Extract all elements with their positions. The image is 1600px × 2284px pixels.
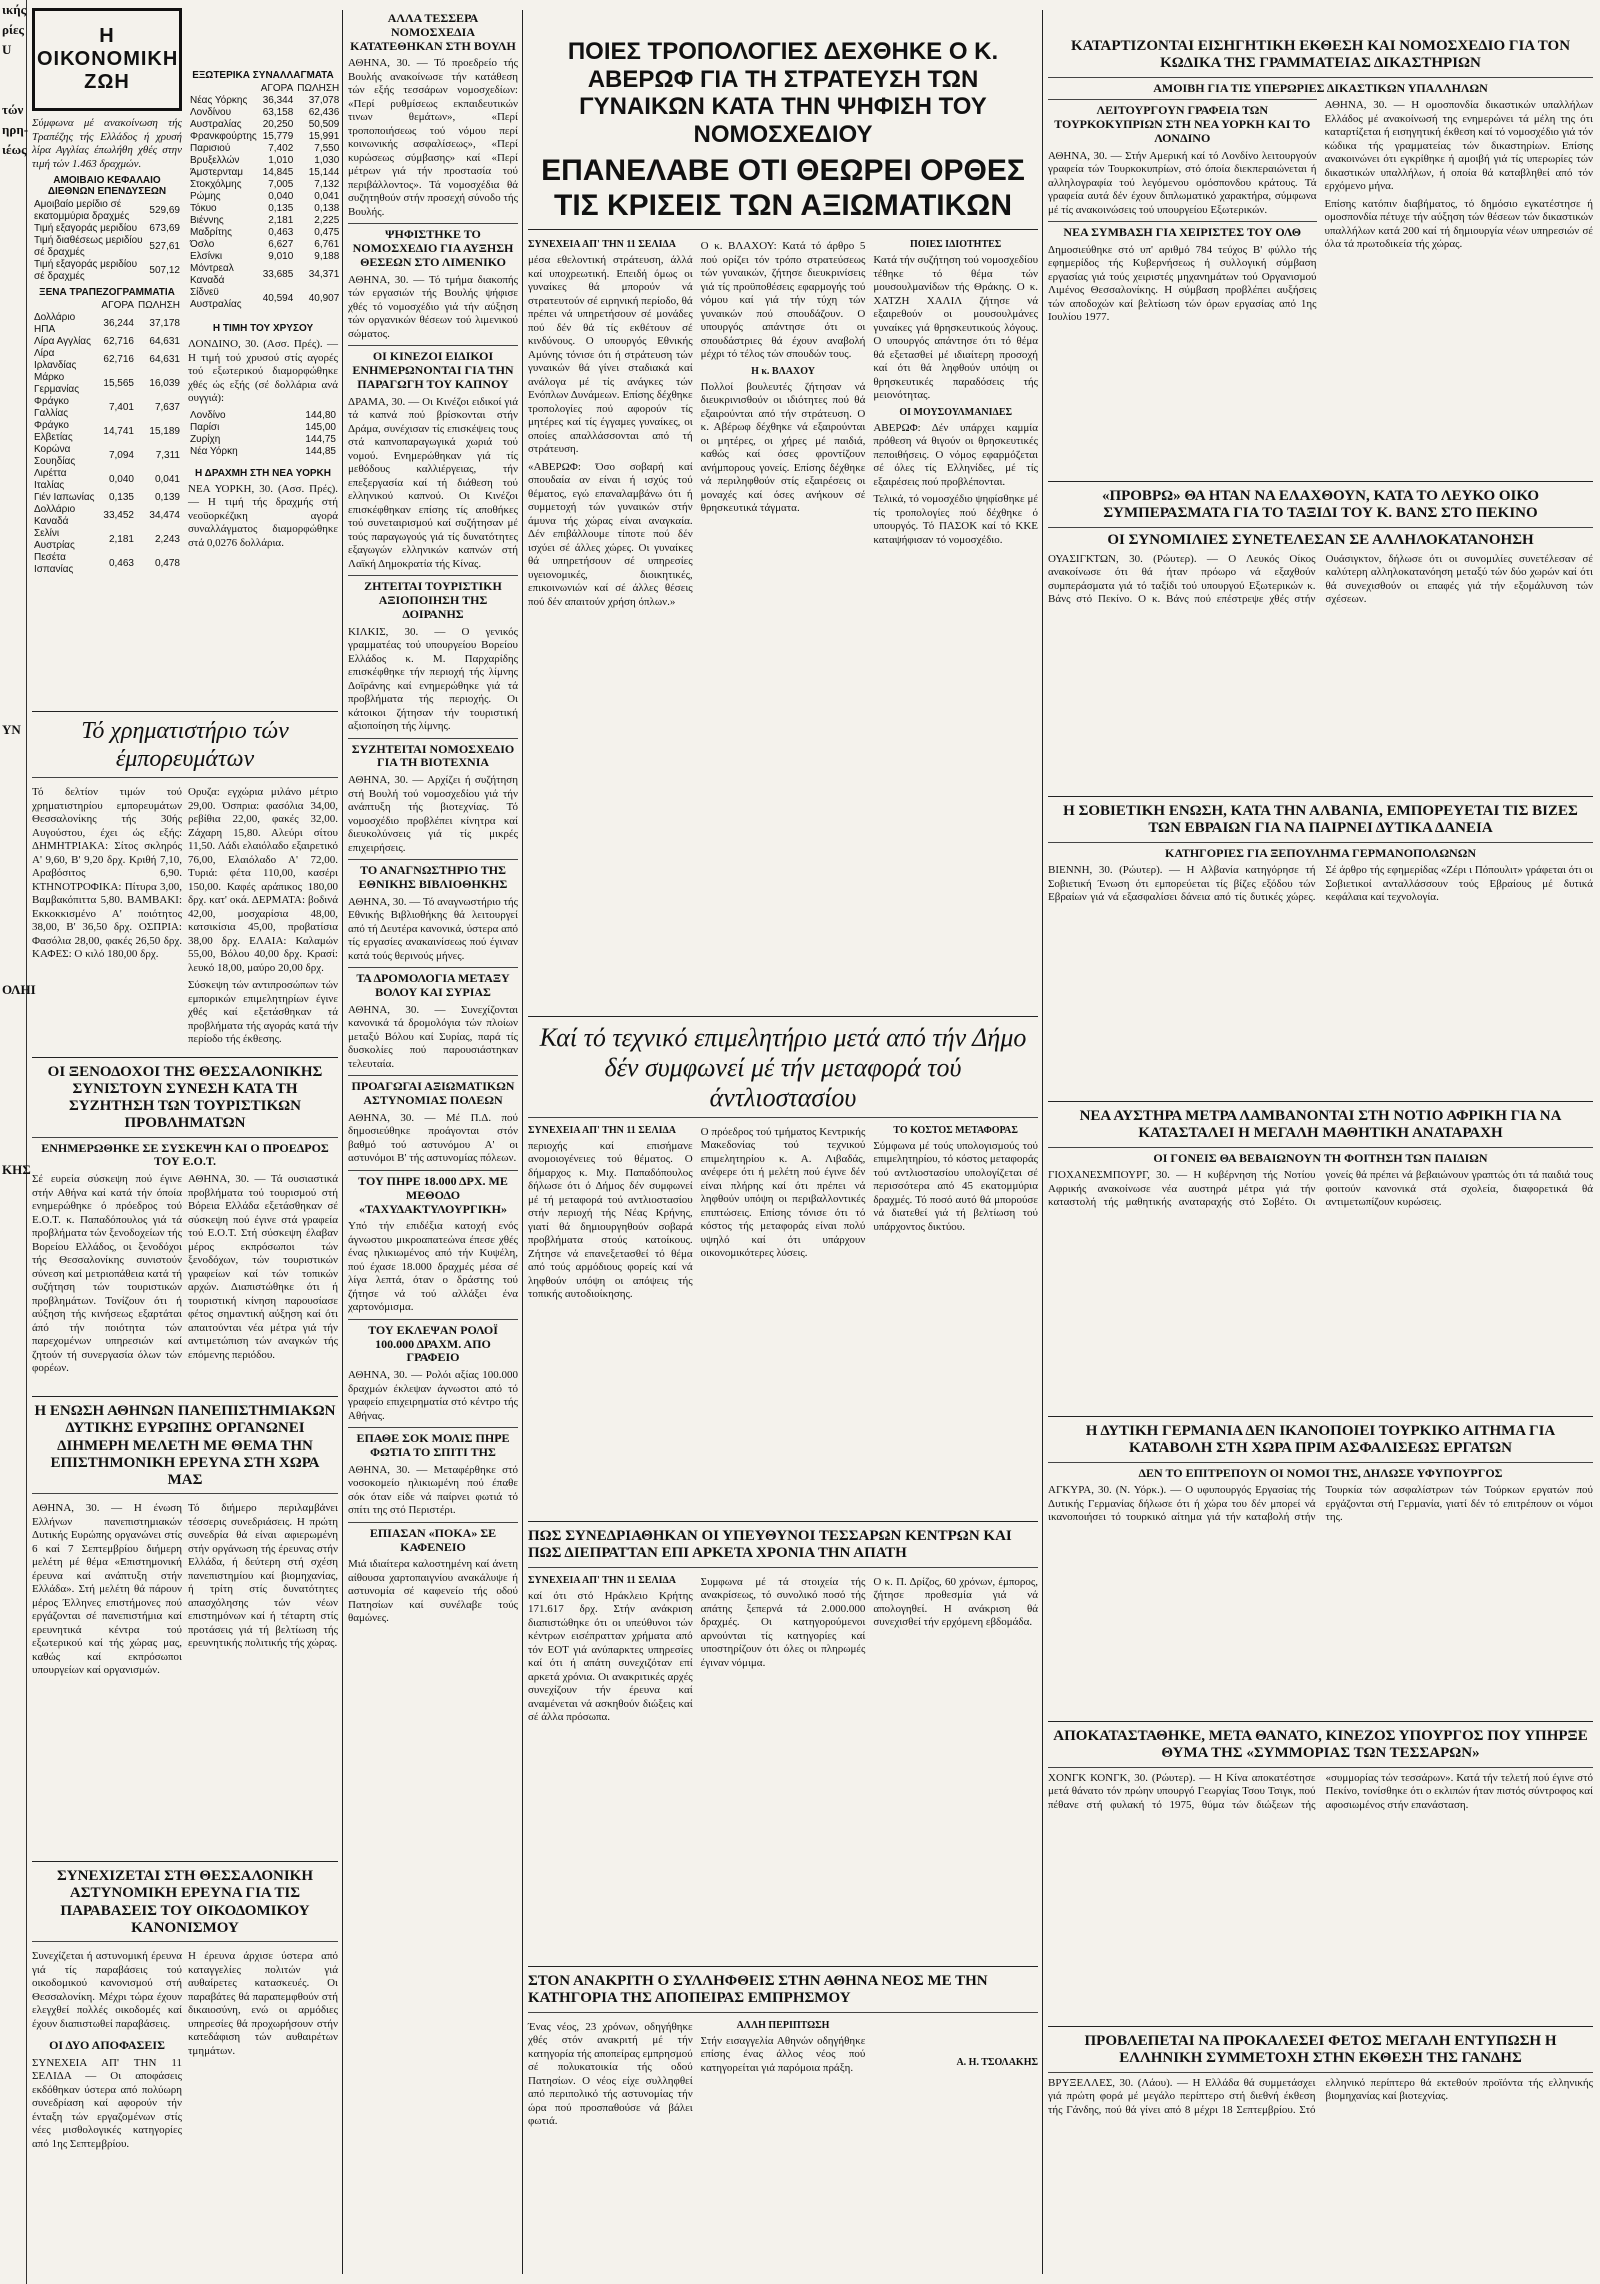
left-edge-strip — [0, 0, 36, 2284]
table-row: Άμστερνταμ 14,845 15,144 — [190, 167, 340, 178]
pumping-station-headline: Καί τό τεχνικό επιμελητήριο μετά από τήν Δήμο δέν συμφωνεί μέ τήν μεταφορά τού άντλιοστασίου — [539, 1023, 1027, 1112]
fraud-text-2: Συμφωνα μέ τά στοιχεία τής ανακρίσεως, τό συνολικό ποσό τής απάτης ξεπερνά τά 2.000.000 δραχμές. Οι κατηγορούμενοι αρνούνται τίς κατηγορίες καί υποστηρίζουν ότι όλες οι πληρωμές έγιναν νόμιμα. — [700, 1575, 866, 1669]
table-row: Σελίνι Αυστρίας 2,181 2,243 — [34, 528, 180, 551]
arson-headline: ΣΤΟΝ ΑΝΑΚΡΙΤΗ Ο ΣΥΛΛΗΦΘΕΙΣ ΣΤΗΝ ΑΘΗΝΑ ΝΕΟΣ ΜΕ ΤΗΝ ΚΑΤΗΓΟΡΙΑ ΤΗΣ ΑΠΟΠΕΙΡΑΣ ΕΜΠΡΗΣΜΟΥ — [528, 1973, 988, 2007]
strip-text: ΥΝ — [2, 722, 21, 737]
table-row: Αυστραλίας 20,250 50,509 — [190, 119, 340, 130]
banknotes-table — [32, 300, 182, 576]
crafts-bill-text: ΑΘΗΝΑ, 30. — Αρχίζει ή συζήτηση στή Βουλή τού νομοσχεδίου γιά τήν ανάπτυξη τής βιοτεχνίας. Τό νομοσχέδιο προβλέπει κίνητρα καί διευκολύνσεις γιά τίς μικρές επιχειρήσεις. — [348, 774, 518, 854]
table-row: Τιμή εξαγοράς μεριδίου σέ δραχμές 507,12 — [34, 259, 180, 282]
arson-text-1: Ένας νέος, 23 χρόνων, οδηγήθηκε χθές στόν ανακριτή μέ τήν κατηγορία τής αποπείρας εμπρησμού σέ πολυκατοικία τής οδού Πατησίων. Ο νέος είχε συλληφθεί από περιπολικό τής αστυνομίας τήν ώρα πού προσπαθούσε νά βάλει φωτιά. — [528, 2020, 693, 2127]
arson-sub: ΑΛΛΗ ΠΕΡΙΠΤΩΣΗ — [736, 2019, 830, 2031]
mutual-fund-table — [32, 199, 182, 283]
china-minister-headline: ΑΠΟΚΑΤΑΣΤΑΘΗΚΕ, ΜΕΤΑ ΘΑΝΑΤΟ, ΚΙΝΕΖΟΣ ΥΠΟΥΡΓΟΣ ΠΟΥ ΥΠΗΡΞΕ ΘΥΜΑ ΤΗΣ «ΣΥΜΜΟΡΙΑΣ ΤΩΝ ΤΕΣΣΑΡΩΝ» — [1053, 1728, 1588, 1762]
table-row: Μόντρεαλ Καναδά 33,685 34,371 — [190, 263, 340, 286]
poker-raid-heading: ΕΠΙΑΣΑΝ «ΠΟΚΑ» ΣΕ ΚΑΦΕΝΕΙΟ — [369, 1525, 497, 1554]
strip-text: ηρη- — [2, 122, 29, 137]
new-contract-heading: ΝΕΑ ΣΥΜΒΑΣΗ ΓΙΑ ΧΕΙΡΙΣΤΕΣ ΤΟΥ ΟΛΘ — [1063, 225, 1302, 240]
gold-price-title: Η ΤΙΜΗ ΤΟΥ ΧΡΥΣΟΥ — [212, 323, 314, 334]
building-code-heading: ΣΥΝΕΧΙΖΕΤΑΙ ΣΤΗ ΘΕΣΣΑΛΟΝΙΚΗ ΑΣΤΥΝΟΜΙΚΗ ΕΡΕΥΝΑ ΓΙΑ ΤΙΣ ΠΑΡΑΒΑΣΕΙΣ ΤΟΥ ΟΙΚΟΔΟΜΙΚΟΥ ΚΑΝΟΝΙΣΜΟΥ — [56, 1868, 314, 1936]
table-row: Παρίσι 145,00 — [190, 421, 336, 433]
table-row: Γιέν Ιαπωνίας 0,135 0,139 — [34, 492, 180, 503]
commodity-exchange-text: Τό δελτίον τιμών τού χρηματιστηρίου εμπορευμάτων Θεσσαλονίκης τής 30ής Αυγούστου, έχει ώς εξής: ΔΗΜΗΤΡΙΑΚΑ: Σίτος σκληρός Α' 9,60, Β' 9,20 δρχ. Κριθή 7,10, Αραβόσιτος 6,90. ΚΤΗΝΟΤΡΟΦΙΚΑ: Πίτυρα 3,00, Βαμβακόπιττα 5,80. ΒΑΜΒΑΚΙ: Εκκοκκισμένο Α' ποιότητος 38,00, Β' 36,50 δρχ. ΟΣΠΡΙΑ: Φασόλια 28,00, φακές 26,50 δρχ. ΚΑΦΕΣ: Ο κιλό 180,00 δρχ. — [32, 786, 182, 961]
soviet-subheadline: ΚΑΤΗΓΟΡΙΕΣ ΓΙΑ ΞΕΠΟΥΛΗΜΑ ΓΕΡΜΑΝΟΠΟΛΩΝΩΝ — [1164, 845, 1476, 860]
germany-headline: Η ΔΥΤΙΚΗ ΓΕΡΜΑΝΙΑ ΔΕΝ ΙΚΑΝΟΠΟΙΕΙ ΤΟΥΡΚΙΚΟ ΑΙΤΗΜΑ ΓΙΑ ΚΑΤΑΒΟΛΗ ΣΤΗ ΧΩΡΑ ΠΡΙΜ ΑΣΦΑΛΙΣΕΩΣ ΕΡΓΑΤΩΝ — [1085, 1423, 1556, 1457]
table-row: Φράγκο Ελβετίας 14,741 15,189 — [34, 420, 180, 443]
watch-theft-text: ΑΘΗΝΑ, 30. — Ρολόι αξίας 100.000 δραχμών έκλεψαν άγνωστοι από τό γραφείο επιχειρηματία στό κέντρο τής Αθήνας. — [348, 1369, 518, 1422]
building-code-text: Συνεχίζεται ή αστυνομική έρευνα γιά τίς παραβάσεις τού οικοδομικού κανονισμού στή Θεσσαλονίκη. Μέχρι τώρα έχουν ελεγχθεί πολλές οικοδομές καί έχουν διαπιστωθεί παραβάσεις. — [32, 1950, 182, 2030]
table-header: ΑΓΟΡΑ ΠΩΛΗΣΗ — [101, 300, 180, 311]
strip-text: τών — [2, 102, 24, 117]
vance-story — [1048, 475, 1593, 785]
ghent-fair-story — [1048, 2020, 1593, 2280]
pumping-text-2: Ο πρόεδρος τού τμήματος Κεντρικής Μακεδονίας τού τεχνικού επιμελητηρίου κ. Α. Λιβαδάς, ανέφερε ότι ή μελέτη πού έγινε δέν είναι πλήρης καί ότι πρέπει νά ληφθούν υπόψη οι περιβαλλοντικές επιπτώσεις. Επίσης τόνισε ότι τό κόστος τής μεταφοράς είναι πολύ υψηλό καί ότι υπάρχουν οικονομικότερες λύσεις. — [700, 1125, 866, 1260]
germany-text: ΑΓΚΥΡΑ, 30. (Ν. Υόρκ.). — Ο υφυπουργός Εργασίας τής Δυτικής Γερμανίας δήλωσε ότι ή χώρα του δέν μπορεί νά ικανοποιήσει τό τουρκικό αίτημα γιά τήν καταβολή στήν Τουρκία τών ασφαλίστρων τών Τούρκων εργατών πού εργάζονται στή Γερμανία, γιατί δέν τό επιτρέπουν οι νόμοι της. — [1048, 1484, 1593, 1524]
research-program-text: Τό διήμερο περιλαμβάνει τέσσερις συνεδριάσεις. Η πρώτη συνεδρία θά είναι αφιερωμένη στήν οργάνωση τής έρευνας στήν Ελλάδα, ή δεύτερη στή σχέση πανεπιστημίου καί βιομηχανίας, ή τρίτη στίς δυνατότητες απασχόλησης τών νέων επιστημόνων καί ή τέταρτη στίς προτάσεις γιά τή βελτίωση τής ερευνητικής πολιτικής τής χώρας. — [188, 1502, 338, 1650]
lead-text-3: Ο κ. ΒΛΑΧΟΥ: Κατά τό άρθρο 5 πού ορίζει τόν τρόπο στρατεύσεως τών γυναικών, ζήτησε διευκρινίσεις γιά τίς προϋποθέσεις εφαρμογής τού νόμου καί γιά τήν τύχη τών γυναικών πού σπουδάζουν. Ο υπουργός απάντησε ότι οι σπουδάστριες θά έχουν αναβολή μέχρι τό τέλος τών σπουδών τους. — [700, 240, 866, 361]
table-header: ΑΓΟΡΑ ΠΩΛΗΣΗ — [260, 83, 340, 94]
fraud-text-1: καί ότι στό Ηράκλειο Κρήτης 171.617 δρχ. Στήν ανάκριση διαπιστώθηκε ότι οι υπεύθυνοι τών κέντρων εισέπρατταν χρήματα από τόν ΕΟΤ γιά ανύπαρκτες υπηρεσίες καί ότι ή απάτη συνεχιζόταν επί αρκετά χρόνια. Οι ανακριτικές αρχές συνεχίζουν τήν έρευνα καί αναμένεται νά ασκηθούν διώξεις καί σέ άλλα πρόσωπα. — [528, 1589, 693, 1723]
new-contract-text: Δημοσιεύθηκε στό υπ' αριθμό 784 τεύχος Β' φύλλο τής εφημερίδος τής Κυβερνήσεως ή συλλογική σύμβαση εργασίας γιά τούς χειριστές μηχανημάτων τού Οργανισμού Λιμένος Θεσσαλονίκης. Η σύμβαση προβλέπει αυξήσεις τών αποδοχών καί βελτίωση τών όρων εργασίας από 1ης Ιουλίου 1977. — [1048, 243, 1317, 324]
commodity-exchange-block — [32, 705, 338, 1385]
pumping-sub-cost: ΤΟ ΚΟΣΤΟΣ ΜΕΤΑΦΟΡΑΣ — [893, 1124, 1018, 1136]
lead-sub-vlachou: Η κ. ΒΛΑΧΟΥ — [751, 365, 815, 377]
turkish-cypriot-offices-text: ΑΘΗΝΑ, 30. — Στήν Αμερική καί τό Λονδίνο λειτουργούν γραφεία τών Τουρκοκυπρίων, στό όποία διεκπεραιώνεται ή αλληλογραφία τού λεγόμενου ομόσπονδου κράτους. Τά γραφεία αυτά δέν έχουν διπλωματικό χαρακτήρα, σύμφωνα μέ τίς ανακοινώσεις τού υπουργείου Εξωτερικών. — [1048, 149, 1317, 216]
lead-text-4: Πολλοί βουλευτές ζήτησαν νά διευκρινισθούν οι ιδιότητες πού θά εξαιρούνται από τήν στράτευση. Ο κ. Αβέρωφ δέχθηκε νά εξαιρούνται οι μητέρες, οι χήρες μέ παιδιά, καθώς καί όσες φροντίζουν ανήμπορους γονείς. Επίσης δέχθηκε νά περιληφθούν στίς εξαιρέσεις οι μοναχές καί όσες ανήκουν σέ θρησκευτικά τάγματα. — [700, 380, 866, 515]
promotions-heading: ΠΡΟΑΓΩΓΑΙ ΑΞΙΩΜΑΤΙΚΩΝ ΑΣΤΥΝΟΜΙΑΣ ΠΟΛΕΩΝ — [351, 1079, 515, 1108]
foreign-exchange-table — [188, 83, 341, 311]
south-africa-headline: ΝΕΑ ΑΥΣΤΗΡΑ ΜΕΤΡΑ ΛΑΜΒΑΝΟΝΤΑΙ ΣΤΗ ΝΟΤΙΟ ΑΦΡΙΚΗ ΓΙΑ ΝΑ ΚΑΤΑΣΤΑΛΕΙ Η ΜΕΓΑΛΗ ΜΑΘΗΤΙΚΗ ΑΝΑΤΑΡΑΧΗ — [1079, 1108, 1562, 1142]
strip-text: ρίες — [2, 22, 25, 37]
chinese-experts-heading: ΟΙ ΚΙΝΕΖΟΙ ΕΙΔΙΚΟΙ ΕΝΗΜΕΡΩΝΟΝΤΑΙ ΓΙΑ ΤΗΝ ΠΑΡΑΓΩΓΗ ΤΟΥ ΚΑΠΝΟΥ — [352, 349, 514, 391]
south-africa-subheadline: ΟΙ ΓΟΝΕΙΣ ΘΑ ΒΕΒΑΙΩΝΟΥΝ ΤΗ ΦΟΙΤΗΣΗ ΤΩΝ ΠΑΙΔΙΩΝ — [1153, 1150, 1488, 1165]
germany-subheadline: ΔΕΝ ΤΟ ΕΠΙΤΡΕΠΟΥΝ ΟΙ ΝΟΜΟΙ ΤΗΣ, ΔΗΛΩΣΕ ΥΦΥΠΟΥΡΓΟΣ — [1138, 1465, 1503, 1480]
ghent-fair-text: ΒΡΥΞΕΛΛΕΣ, 30. (Λάου). — Η Ελλάδα θά συμμετάσχει γιά πρώτη φορά μέ μεγάλο περίπτερο στή διεθνή έκθεση τής Γάνδης, πού θά γίνει από 8 μέχρι 18 Σεπτεμβρίου. Στό ελληνικό περίπτερο θά εκτεθούν προϊόντα τής ελληνικής βιομηχανίας καί βιοτεχνίας. — [1048, 2076, 1593, 2116]
lead-text-6: ΑΒΕΡΩΦ: Δέν υπάρχει καμμία πρόθεση νά θιγούν οι θρησκευτικές πεποιθήσεις. Ο νόμος εφαρμόζεται σέ όλες τίς Ελληνίδες, μέ τίς εξαιρέσεις πού προβλέπονται. — [873, 421, 1039, 488]
commodity-exchange-heading: Τό χρηματιστήριο τών έμπορευμάτων — [81, 718, 289, 772]
pumping-station-story — [528, 1010, 1038, 1510]
strip-text: ΟΛΗΙ — [2, 982, 36, 997]
fraud-story — [528, 1515, 1038, 1955]
table-row: Τιμή εξαγοράς μεριδίου 673,69 — [34, 223, 180, 234]
reading-room-text: ΑΘΗΝΑ, 30. — Τό αναγνωστήριο τής Εθνικής Βιβλιοθήκης θά λειτουργεί από τή Δευτέρα κανονικά, ύστερα από τίς εργασίες ανακαινίσεως πού έγιναν κατά τούς θερινούς μήνες. — [348, 895, 518, 962]
doirani-heading: ΖΗΤΕΙΤΑΙ ΤΟΥΡΙΣΤΙΚΗ ΑΞΙΟΠΟΙΗΣΗ ΤΗΣ ΔΟΙΡΑΝΗΣ — [364, 579, 502, 621]
university-union-text: ΑΘΗΝΑ, 30. — Η ένωση Ελλήνων πανεπιστημιακών Δυτικής Ευρώπης οργανώνει στίς 6 καί 7 Σεπτεμβρίου διήμερη μελέτη μέ θέμα «Επιστημονική έρευνα καί ανάπτυξη στήν Ελλάδα». Στή μελέτη θά πάρουν μέρος Έλληνες επιστήμονες πού εργάζονται σέ πανεπιστήμια καί ερευνητικά κέντρα τού εξωτερικού καί τής χώρας μας, καθώς καί εκπρόσωποι υπουργείων καί οργανισμών. — [32, 1502, 182, 1677]
table-row: Δολλάριο Καναδά 33,452 34,474 — [34, 504, 180, 527]
hoteliers-heading: ΟΙ ΞΕΝΟΔΟΧΟΙ ΤΗΣ ΘΕΣΣΑΛΟΝΙΚΗΣ ΣΥΝΙΣΤΟΥΝ ΣΥΝΕΣΗ ΚΑΤΑ ΤΗ ΣΥΖΗΤΗΣΗ ΤΩΝ ΤΟΥΡΙΣΤΙΚΩΝ ΠΡΟΒΛΗΜΑΤΩΝ — [47, 1063, 323, 1132]
fire-shock-heading: ΕΠΑΘΕ ΣΟΚ ΜΟΛΙΣ ΠΗΡΕ ΦΩΤΙΑ ΤΟ ΣΠΙΤΙ ΤΗΣ — [356, 1431, 510, 1460]
swindle-heading: ΤΟΥ ΠΗΡΕ 18.000 ΔΡΧ. ΜΕ ΜΕΘΟΔΟ «ΤΑΧΥΔΑΚΤΥΛΟΥΡΓΙΚΗ» — [358, 1173, 508, 1216]
lead-continued: ΣΥΝΕΧΕΙΑ ΑΠ' ΤΗΝ 11 ΣΕΛΙΔΑ — [528, 239, 677, 251]
lead-text-2: «ΑΒΕΡΩΦ: Όσο σοβαρή καί σπουδαία αν είναι ή ισχύς τού θέματος, εγώ επαναλαμβάνω ότι ή συμμετοχή τών γυναικών στήν άμυνα τής χώρας είναι αναγκαία. Δέν επιβάλλουμε τίποτε πού δέν ισχύει σέ άλλες χώρες. Οι γυναίκες θά υπηρετήσουν σέ υπηρεσίες υγειονομικές, διοικητικές, επικοινωνιών καί σέ άλλες θέσεις πού δέν απαιτούν χρήση όπλων.» — [528, 460, 693, 608]
hoteliers-subheading: ΕΝΗΜΕΡΩΘΗΚΕ ΣΕ ΣΥΣΚΕΨΗ ΚΑΙ Ο ΠΡΟΕΔΡΟΣ ΤΟΥ Ε.Ο.Τ. — [41, 1140, 329, 1169]
reading-room-heading: ΤΟ ΑΝΑΓΝΩΣΤΗΡΙΟ ΤΗΣ ΕΘΝΙΚΗΣ ΒΙΒΛΙΟΘΗΚΗΣ — [358, 863, 508, 891]
table-row: Κορώνα Σουηδίας 7,094 7,311 — [34, 444, 180, 467]
strip-text: ΚΗΣ — [2, 1162, 31, 1177]
table-row: Φράγκο Γαλλίας 7,401 7,637 — [34, 396, 180, 419]
table-row: Όσλο 6,627 6,761 — [190, 239, 340, 250]
ferry-routes-text: ΑΘΗΝΑ, 30. — Συνεχίζονται κανονικά τά δρομολόγια τών πλοίων μεταξύ Βόλου καί Συρίας, παρά τίς δυσκολίες πού παρουσιάστηκαν τελευταία. — [348, 1003, 518, 1070]
table-row: Λονδίνου 63,158 62,436 — [190, 107, 340, 118]
table-row: Σίδνεϋ Αυστραλίας 40,594 40,907 — [190, 287, 340, 310]
masthead-economic-life: Η ΟΙΚΟΝΟΜΙΚΗ ΖΩΗ — [32, 8, 182, 111]
lead-subheadline: ΕΠΑΝΕΛΑΒΕ ΟΤΙ ΘΕΩΡΕΙ ΟΡΘΕΣ ΤΙΣ ΚΡΙΣΕΙΣ ΤΩΝ ΑΞΙΩΜΑΤΙΚΩΝ — [541, 154, 1025, 222]
table-row: Στοκχόλμης 7,005 7,132 — [190, 179, 340, 190]
table-row: Παρισιού 7,402 7,550 — [190, 143, 340, 154]
market-prices-text: Ορυζα: εγχώρια μιλάνο μέτριο 29,00. Όσπρια: φασόλια 34,00, ρεβίθια 22,00, φακές 32,00. Ζάχαρη 15,80. Αλεύρι σίτου 11,50. Λάδι ελαιόλαδο εξαιρετικό 76,00, Ελαιόλαδο Α' 72,00. Τυριά: φέτα 110,00, κασέρι 150,00. Καφές αράπικος 180,00 δρχ. κατ' οκά. ΔΕΡΜΑΤΑ: βοδινά 42,00, μοσχαρίσια 48,00, κατσικίσια 45,00, προβατίσια 38,00 δρχ. ΕΛΑΙΑ: Καλαμών 55,00, Βόλου 40,00 δρχ. Κρασί: λευκό 18,00, μαύρο 20,00 δρχ. — [188, 786, 338, 974]
column-briefs — [348, 0, 518, 2284]
court-clerks-text-2: Επίσης κατόπιν διαβήματος, τό δημόσιο εγκατέστησε ή ομοσπονδία πέτυχε τήν αύξηση τών θέσεων τών δικαστικών υπαλλήλων κατά 200 καί τή δημιουργία νέων υπηρεσιών σέ όλα τά πρωτοδικεία τής χώρας. — [1324, 197, 1593, 251]
table-row: Ελσίνκι 9,010 9,188 — [190, 251, 340, 262]
swindle-text: Υπό τήν επιδέξια κατοχή ενός άγνωστου μικροαπατεώνα έπεσε χθές ένας ηλικιωμένος από τήν Κυψέλη, πού έχασε 18.000 δραχμές μέσα σέ λίγα λεπτά, όταν ο δράστης τού ζήτησε νά τού αλλάξει ένα χαρτονόμισμα. — [348, 1220, 518, 1314]
building-code-text-2: Η έρευνα άρχισε ύστερα από καταγγελίες πολιτών γιά αυθαίρετες κατασκευές. Οι παραβάτες θά παραπεμφθούν στή δικαιοσύνη, ενώ οι αρμόδιες υπηρεσίες θά προχωρήσουν στήν κατεδάφιση τών αυθαιρέτων τμημάτων. — [188, 1950, 338, 2057]
port-police-heading: ΨΗΦΙΣΤΗΚΕ ΤΟ ΝΟΜΟΣΧΕΔΙΟ ΓΙΑ ΑΥΞΗΣΗ ΘΕΣΕΩΝ ΣΤΟ ΛΙΜΕΝΙΚΟ — [352, 227, 514, 269]
south-africa-text: ΓΙΟΧΑΝΕΣΜΠΟΥΡΓ, 30. — Η κυβέρνηση τής Νοτίου Αφρικής ανακοίνωσε νέα αυστηρά μέτρα γιά τήν καταστολή τής μαθητικής αναταραχής στό Σοβέτο. Οι γονείς θά πρέπει νά βεβαιώνουν γραπτώς ότι τά παιδιά τους φοιτούν κανονικά στά σχολεία, διαφορετικά θά αντιμετωπίζουν κυρώσεις. — [1048, 1169, 1593, 1209]
ferry-routes-heading: ΤΑ ΔΡΟΜΟΛΟΓΙΑ ΜΕΤΑΞΥ ΒΟΛΟΥ ΚΑΙ ΣΥΡΙΑΣ — [356, 971, 510, 1000]
gold-price-text: ΛΟΝΔΙΝΟ, 30. (Ασσ. Πρές). — Η τιμή τού χρυσού στίς αγορές τού εξωτερικού διαμορφώθηκε χθές ώς εξής (σέ δολλάρια ανά ουγγιά): — [188, 338, 338, 404]
court-clerks-text: ΑΘΗΝΑ, 30. — Η ομοσπονδία δικαστικών υπαλλήλων Ελλάδος μέ ανακοίνωσή της ενημερώνει τά μέλη της ότι καταρτίζεται ή εισηγητική έκθεση καί τό νομοσχέδιο γιά τόν κώδικα τής γραμματείας τών δικαστηρίων. Επίσης ανακοινώνει ότι εγκρίθηκε ή αμοιβή γιά τίς υπερωρίες τών δικαστικών υπαλλήλων, ή οποία θά καταβληθεί από τόν ερχόμενο μήνα. — [1324, 99, 1593, 193]
fraud-headline: ΠΩΣ ΣΥΝΕΔΡΙΑΘΗΚΑΝ ΟΙ ΥΠΕΥΘΥΝΟΙ ΤΕΣΣΑΡΩΝ ΚΕΝΤΡΩΝ ΚΑΙ ΠΩΣ ΔΙΕΠΡΑΤΤΑΝ ΕΠΙ ΑΡΚΕΤΑ ΧΡΟΝΙΑ ΤΗΝ ΑΠΑΤΗ — [528, 1528, 1012, 1562]
strip-text: ικής — [2, 2, 27, 17]
lead-text-5: Κατά τήν συζήτηση τού νομοσχεδίου τέθηκε τό θέμα τών μουσουλμανίδων τής Θράκης. Ο κ. ΧΑΤΖΗ ΧΑΛΙΛ ζήτησε νά εξαιρεθούν οι μουσουλμάνες γυναίκες γιά θρησκευτικούς λόγους. Ο υπουργός απάντησε ότι τό θέμα θά εξετασθεί μέ ιδιαίτερη προσοχή καί ότι θά ληφθούν υπόψη οι θρησκευτικές παραδόσεις τής μειονότητας. — [873, 254, 1039, 402]
table-row: Δολλάριο ΗΠΑ 36,244 37,178 — [34, 312, 180, 335]
lead-text-1: μέσα εθελοντική στράτευση, άλλά καί υποχρεωτική. Επειδή όμως οι γυναίκες θά μπορούν νά στρατευτούν σέ ειρηνική περίοδο, θά πρέπει νά υπηρετήσουν σέ μονάδες πού δέν θά τίς εκθέτουν σέ κινδύνους. Ο υπουργός Εθνικής Αμύνης τόνισε ότι ή στράτευση τών γυναικών θά γίνει σταδιακά καί ανάλογα μέ τίς ανάγκες τών Ενόπλων Δυνάμεων. Επίσης δέχθηκε τροπολογίες πού αφορούν τίς μητέρες καί τίς έγγαμες γυναίκες, οι οποίες απαλλάσσονται από τή στράτευση. — [528, 254, 693, 456]
table-row: Μαδρίτης 0,463 0,475 — [190, 227, 340, 238]
ghent-fair-headline: ΠΡΟΒΛΕΠΕΤΑΙ ΝΑ ΠΡΟΚΑΛΕΣΕΙ ΦΕΤΟΣ ΜΕΓΑΛΗ ΕΝΤΥΠΩΣΗ Η ΕΛΛΗΝΙΚΗ ΣΥΜΜΕΤΟΧΗ ΣΤΗΝ ΕΚΘΕΣΗ ΤΗΣ ΓΑΝΔΗΣ — [1084, 2033, 1557, 2067]
gold-price-table — [188, 410, 338, 458]
market-prices-text-2: Σύσκεψη τών αντιπροσώπων τών εμπορικών επιμελητηρίων έγινε χθές καί εξετάσθηκαν τά προβλήματα τής αγοράς κατά τήν περίοδο τής έκθεσης. — [188, 979, 338, 1046]
table-row: Ζυρίχη 144,75 — [190, 433, 336, 445]
fire-shock-text: ΑΘΗΝΑ, 30. — Μεταφέρθηκε στό νοσοκομείο ηλικιωμένη πού έπαθε σόκ όταν είδε νά παίρνει φωτιά τό σπίτι της στό Περιστέρι. — [348, 1463, 518, 1517]
germany-story — [1048, 1410, 1593, 1710]
table-row: Πεσέτα Ισπανίας 0,463 0,478 — [34, 552, 180, 575]
byline: Α. Η. ΤΣΟΛΑΚΗΣ — [956, 2056, 1039, 2068]
four-bills-text: ΑΘΗΝΑ, 30. — Τό προεδρείο τής Βουλής ανακοίνωσε τήν κατάθεση τών εξής τεσσάρων νομοσχεδίων: «Περί ρυθμίσεως εκπαιδευτικών τινων θεμάτων», «Περί τροποποιήσεως τού νόμου περί κοινωνικής ασφαλίσεως», «Περί κυρώσεως σύμβασης» καί «Περί μέτρων γιά τήν προστασία τού περιβάλλοντος». Τά νομοσχέδια θά συζητηθούν στήν προσεχή σύνοδο τής Βουλής. — [348, 57, 518, 218]
vance-text: ΟΥΑΣΙΓΚΤΩΝ, 30. (Ρώυτερ). — Ο Λευκός Οίκος ανακοίνωσε ότι θά ήταν πρόωρο νά εξαχθούν συμπεράσματα γιά τό ταξίδι τού υπουργού Εξωτερικών κ. Βάνς στό Πεκίνο. Ο κ. Βάνς πού επέστρεψε χθές στήν Ουάσιγκτον, δήλωσε ότι οι συνομιλίες συνετέλεσαν σέ καλύτερη αλληλοκατανόηση μεταξύ τών δύο χωρών καί ότι θά συνεχισθούν οι επαφές γιά τήν εξομάλυνση τών σχέσεων. — [1048, 552, 1593, 606]
table-row: Τόκυο 0,135 0,138 — [190, 203, 340, 214]
table-row: Βιέννης 2,181 2,225 — [190, 215, 340, 226]
column-exchange — [188, 0, 338, 700]
court-clerks-subheadline: ΑΜΟΙΒΗ ΓΙΑ ΤΙΣ ΥΠΕΡΩΡΙΕΣ ΔΙΚΑΣΤΙΚΩΝ ΥΠΑΛΛΗΛΩΝ — [1153, 80, 1488, 95]
table-row: Λιρέττα Ιταλίας 0,040 0,041 — [34, 468, 180, 491]
banknotes-title: ΞΕΝΑ ΤΡΑΠΕΖΟΓΡΑΜΜΑΤΙΑ — [39, 287, 175, 298]
doirani-text: ΚΙΛΚΙΣ, 30. — Ο γενικός γραμματέας τού υπουργείου Βορείου Ελλάδος κ. Μ. Παρχαρίδης επισκέφθηκε τήν περιοχή τής λίμνης Δοϊράνης καί ενημερώθηκε γιά τά προβλήματα τής περιοχής. Οι κάτοικοι ζήτησαν τήν τουριστική αξιοποίηση τής λίμνης. — [348, 625, 518, 733]
table-row: Μάρκο Γερμανίας 15,565 16,039 — [34, 372, 180, 395]
fraud-continued: ΣΥΝΕΧΕΙΑ ΑΠ' ΤΗΝ 11 ΣΕΛΙΔΑ — [528, 1574, 677, 1586]
table-row: Αμοιβαίο μερίδιο σέ εκατομμύρια δραχμές 529,69 — [34, 199, 180, 222]
two-decisions-text: ΣΥΝΕΧΕΙΑ ΑΠ' ΤΗΝ 11 ΣΕΛΙΔΑ — Οι αποφάσεις εκδόθηκαν ύστερα από πολύωρη συνεδρίαση καί αφορούν τήν ένταξη τών εργαζομένων στίς νέες μισθολογικές κατηγορίες από 1ης Σεπτεμβρίου. — [32, 2056, 182, 2150]
promotions-text: ΑΘΗΝΑ, 30. — Μέ Π.Δ. πού δημοσιεύθηκε προάγονται στόν βαθμό τού αστυνόμου Α' οι αστυνόμοι Β' τής αστυνομίας πόλεων. — [348, 1111, 518, 1165]
drachma-title: Η ΔΡΑΧΜΗ ΣΤΗ ΝΕΑ ΥΟΡΚΗ — [195, 467, 331, 479]
pumping-text-3: Σύμφωνα μέ τούς υπολογισμούς τού επιμελητηρίου, τό κόστος μεταφοράς τού αντλιοστασίου υπολογίζεται σέ περισσότερα από 45 εκατομμύρια δραχμές. Τό ποσό αυτό θά μπορούσε νά διατεθεί γιά τή βελτίωση τού υπάρχοντος δικτύου. — [873, 1139, 1039, 1233]
arson-story — [528, 1960, 1038, 2280]
lead-story — [528, 0, 1038, 1005]
four-bills-heading: ΑΛΛΑ ΤΕΣΣΕΡΑ ΝΟΜΟΣΧΕΔΙΑ ΚΑΤΑΤΕΘΗΚΑΝ ΣΤΗ ΒΟΥΛΗ — [350, 11, 516, 53]
table-row: Λίρα Ιρλανδίας 62,716 64,631 — [34, 348, 180, 371]
lead-sub-qualities: ΠΟΙΕΣ ΙΔΙΟΤΗΤΕΣ — [910, 239, 1002, 251]
table-row: Λονδίνο 144,80 — [190, 409, 336, 421]
soviet-story — [1048, 790, 1593, 1090]
tourism-text: ΑΘΗΝΑ, 30. — Τά ουσιαστικά προβλήματα τού τουρισμού στή Βόρεια Ελλάδα εξετάσθηκαν σέ σύσκεψη πού έγινε στά γραφεία τού Ε.Ο.Τ. Στή σύσκεψη έλαβαν μέρος εκπρόσωποι τών ξενοδόχων, τών τουριστικών γραφείων καί τών τοπικών αρχών. Διαπιστώθηκε ότι ή τουριστική κίνηση παρουσίασε φέτος σημαντική αύξηση καί ότι απαιτούνται νέα μέτρα γιά τήν αντιμετώπιση τών αναγκών τής επόμενης περιόδου. — [188, 1173, 338, 1361]
university-union-block — [32, 1390, 338, 1850]
watch-theft-heading: ΤΟΥ ΕΚΛΕΨΑΝ ΡΟΛΟΪ 100.000 ΔΡΑΧΜ. ΑΠΟ ΓΡΑΦΕΙΟ — [368, 1322, 498, 1365]
fraud-text-3: Ο κ. Π. Δρίζος, 60 χρόνων, έμπορος, ζήτησε προθεσμία γιά νά απολογηθεί. Η ανάκριση θά συνεχισθεί τήν ερχόμενη εβδομάδα. — [873, 1575, 1039, 1628]
table-row: Ρώμης 0,040 0,041 — [190, 191, 340, 202]
poker-raid-text: Μιά ιδιαίτερα καλοστημένη καί άνετη αίθουσα χαρτοπαιγνίου ανακάλυψε ή αστυνομία σέ καφενείο τής οδού Πατησίων καί συνέλαβε τούς θαμώνες. — [348, 1558, 518, 1625]
building-code-block — [32, 1855, 338, 2280]
table-row: Λίρα Αγγλίας 62,716 64,631 — [34, 336, 180, 347]
soviet-headline: Η ΣΟΒΙΕΤΙΚΗ ΕΝΩΣΗ, ΚΑΤΑ ΤΗΝ ΑΛΒΑΝΙΑ, ΕΜΠΟΡΕΥΕΤΑΙ ΤΙΣ ΒΙΖΕΣ ΤΩΝ ΕΒΡΑΙΩΝ ΓΙΑ ΝΑ ΠΑΙΡΝΕΙ ΔΥΤΙΚΑ ΔΑΝΕΙΑ — [1063, 803, 1578, 837]
lead-headline: ΠΟΙΕΣ ΤΡΟΠΟΛΟΓΙΕΣ ΔΕΧΘΗΚΕ Ο Κ. ΑΒΕΡΩΦ ΓΙΑ ΤΗ ΣΤΡΑΤΕΥΣΗ ΤΩΝ ΓΥΝΑΙΚΩΝ ΚΑΤΑ ΤΗΝ ΨΗΦΙΣΗ ΤΟΥ ΝΟΜΟΣΧΕΔΙΟΥ — [567, 38, 999, 148]
mutual-fund-title: ΑΜΟΙΒΑΙΟ ΚΕΦΑΛΑΙΟ ΔΙΕΘΝΩΝ ΕΠΕΝΔΥΣΕΩΝ — [47, 175, 167, 197]
arson-text-2: Στήν εισαγγελία Αθηνών οδηγήθηκε επίσης ένας άλλος νέος πού κατηγορείται γιά παρόμοια πράξη. — [700, 2034, 866, 2074]
turkish-cypriot-offices-heading: ΛΕΙΤΟΥΡΓΟΥΝ ΓΡΑΦΕΙΑ ΤΩΝ ΤΟΥΡΚΟΚΥΠΡΙΩΝ ΣΤΗ ΝΕΑ ΥΟΡΚΗ ΚΑΙ ΤΟ ΛΟΝΔΙΝΟ — [1054, 103, 1311, 145]
chinese-experts-text: ΔΡΑΜΑ, 30. — Οι Κινέζοι ειδικοί γιά τά καπνά πού βρίσκονται στήν Δράμα, συνέχισαν τίς επισκέψεις τους στά καπνοπαραγωγικά χωριά τού νομού. Ενημερώθηκαν γιά τίς μεθόδους καλλιέργειας, τήν επεξεργασία καί τή διάθεση τού ελληνικού καπνού. Οι Κινέζοι επισκέφθηκαν επίσης τίς αποθήκες τού συνεταιρισμού καί συζήτησαν μέ τούς παραγωγούς γιά τίς δυνατότητες εξαγωγών ελληνικών καπνών στή Λαϊκή Δημοκρατία τής Κίνας. — [348, 395, 518, 570]
university-union-heading: Η ΕΝΩΣΗ ΑΘΗΝΩΝ ΠΑΝΕΠΙΣΤΗΜΙΑΚΩΝ ΔΥΤΙΚΗΣ ΕΥΡΩΠΗΣ ΟΡΓΑΝΩΝΕΙ ΔΙΗΜΕΡΗ ΜΕΛΕΤΗ ΜΕ ΘΕΜΑ ΤΗΝ ΕΠΙΣΤΗΜΟΝΙΚΗ ΕΡΕΥΝΑ ΣΤΗ ΧΩΡΑ ΜΑΣ — [34, 1403, 336, 1488]
soviet-text: ΒΙΕΝΝΗ, 30. (Ρώυτερ). — Η Αλβανία κατηγόρησε τή Σοβιετική Ένωση ότι εμπορεύεται τίς βίζες εξόδου τών Εβραίων γιά νά εξασφαλίσει δάνεια από τίς δυτικές χώρες. Σέ άρθρο τής εφημερίδας «Ζέρι ι Πόπουλιτ» γράφεται ότι οι Σοβιετικοί ανταλλάσσουν τούς Εβραίους μέ δυτικά κεφάλαια καί τεχνολογία. — [1048, 864, 1593, 904]
china-minister-text: ΧΟΝΓΚ ΚΟΝΓΚ, 30. (Ρώυτερ). — Η Κίνα αποκατέστησε μετά θάνατο τόν πρώην υπουργό Γεωργίας Τσου Τσιγκ, πού πέθανε στή φυλακή τό 1975, θύμα τών διώξεων τής «συμμορίας τών τεσσάρων». Κατά τήν τελετή πού έγινε στό Πεκίνο, τονίσθηκε ότι ο εκλιπών ήταν πιστός σύντροφος καί αφοσιωμένος στήν επανάσταση. — [1048, 1771, 1593, 1811]
port-police-text: ΑΘΗΝΑ, 30. — Τό τμήμα διακοπής τών εργασιών τής Βουλής ψήφισε χθές τό νομοσχέδιο γιά τήν αύξηση τών οργανικών θέσεων τού λιμενικού σώματος. — [348, 273, 518, 340]
table-row: Νέας Υόρκης 36,344 37,078 — [190, 95, 340, 106]
lead-text-7: Τελικά, τό νομοσχέδιο ψηφίσθηκε μέ τίς τροπολογίες πού δέχθηκε ό υπουργός. Τό ΠΑΣΟΚ καί τό ΚΚΕ καταψήφισαν τό νομοσχέδιο. — [873, 493, 1039, 546]
table-row: Φρανκφούρτης 15,779 15,991 — [190, 131, 340, 142]
strip-text: ιέως — [2, 142, 27, 157]
court-clerks-headline: ΚΑΤΑΡΤΙΖΟΝΤΑΙ ΕΙΣΗΓΗΤΙΚΗ ΕΚΘΕΣΗ ΚΑΙ ΝΟΜΟΣΧΕΔΙΟ ΓΙΑ ΤΟΝ ΚΩΔΙΚΑ ΤΗΣ ΓΡΑΜΜΑΤΕΙΑΣ ΔΙΚΑΣΤΗΡΙΩΝ — [1070, 38, 1571, 72]
strip-text: U — [2, 42, 12, 57]
crafts-bill-heading: ΣΥΖΗΤΕΙΤΑΙ ΝΟΜΟΣΧΕΔΙΟ ΓΙΑ ΤΗ ΒΙΟΤΕΧΝΙΑ — [351, 741, 515, 770]
lead-sub-muslims: ΟΙ ΜΟΥΣΟΥΛΜΑΝΙΔΕΣ — [899, 406, 1013, 418]
table-row: Τιμή διαθέσεως μεριδίου σέ δραχμές 527,61 — [34, 235, 180, 258]
china-minister-story — [1048, 1715, 1593, 2015]
drachma-text: ΝΕΑ ΥΟΡΚΗ, 30. (Ασσ. Πρές). — Η τιμή τής δραχμής στή νεοϋορκέζικη αγορά συναλλάγματος διαμορφώθηκε στά 0,0276 δολλάρια. — [188, 482, 338, 549]
vance-subheadline: ΟΙ ΣΥΝΟΜΙΛΙΕΣ ΣΥΝΕΤΕΛΕΣΑΝ ΣΕ ΑΛΛΗΛΟΚΑΤΑΝΟΗΣΗ — [1107, 531, 1534, 548]
table-row: Νέα Υόρκη 144,85 — [190, 445, 336, 457]
foreign-exchange-title: ΕΞΩΤΕΡΙΚΑ ΣΥΝΑΛΛΑΓΜΑΤΑ — [192, 70, 334, 81]
hoteliers-text: Σέ ευρεία σύσκεψη πού έγινε στήν Αθήνα καί κατά τήν όποία ενημερώθηκε ό πρόεδρος τού Ε.Ο.Τ. κ. Παπαδόπουλος γιά τά προβλήματα τών ξενοδοχείων τής Βορείου Ελλάδος, οι ξενοδόχοι τής Θεσσαλονίκης συνιστούν σύνεση καί μετριοπάθεια κατά τή συζήτηση τών τουριστικών προβλημάτων. Τονίζουν ότι ή αύξηση τής κινήσεως εξαρτάται άπό τήν ποιότητα τών παρεχομένων υπηρεσιών καί ζητούν τή συνεργασία όλων τών φορέων. — [32, 1173, 182, 1375]
court-clerks-story — [1048, 0, 1593, 470]
pumping-text-1: περιοχής καί επισήμανε ανομοιογένειες τού θέματος. Ο δήμαρχος κ. Μιχ. Παπαδόπουλος δήλωσε ότι ό Δήμος δέν συμφωνεί μέ τή μεταφορά τού αντλιοστασίου στήν περιοχή τής Νέας Κρήνης, γιατί θά δημιουργηθούν σοβαρά προβλήματα στούς κατοίκους. Ζήτησε νά επανεξετασθεί τό θέμα από τούς αρμόδιους φορείς καί νά ληφθούν υπόψη οι απόψεις τής τοπικής αυτοδιοίκησης. — [528, 1139, 693, 1301]
intro-paragraph: Σύμφωνα μέ ανακοίνωση τής Τραπέζης τής Ελλάδος ή χρυσή λίρα Αγγλίας έπωλήθη χθές στην τιμή τών 1.463 δραχμών. — [32, 117, 182, 170]
south-africa-story — [1048, 1095, 1593, 1405]
vance-headline: «ΠΡΟΒΡΩ» ΘΑ ΗΤΑΝ ΝΑ ΕΛΑΧΘΟΥΝ, ΚΑΤΑ ΤΟ ΛΕΥΚΟ ΟΙΚΟ ΣΥΜΠΕΡΑΣΜΑΤΑ ΓΙΑ ΤΟ ΤΑΞΙΔΙ ΤΟΥ Κ. ΒΑΝΣ ΣΤΟ ΠΕΚΙΝΟ — [1101, 488, 1540, 522]
table-row: Βρυξελλών 1,010 1,030 — [190, 155, 340, 166]
pumping-continued: ΣΥΝΕΧΕΙΑ ΑΠ' ΤΗΝ 11 ΣΕΛΙΔΑ — [528, 1124, 677, 1136]
two-decisions-heading: ΟΙ ΔΥΟ ΑΠΟΦΑΣΕΙΣ — [49, 2038, 165, 2052]
